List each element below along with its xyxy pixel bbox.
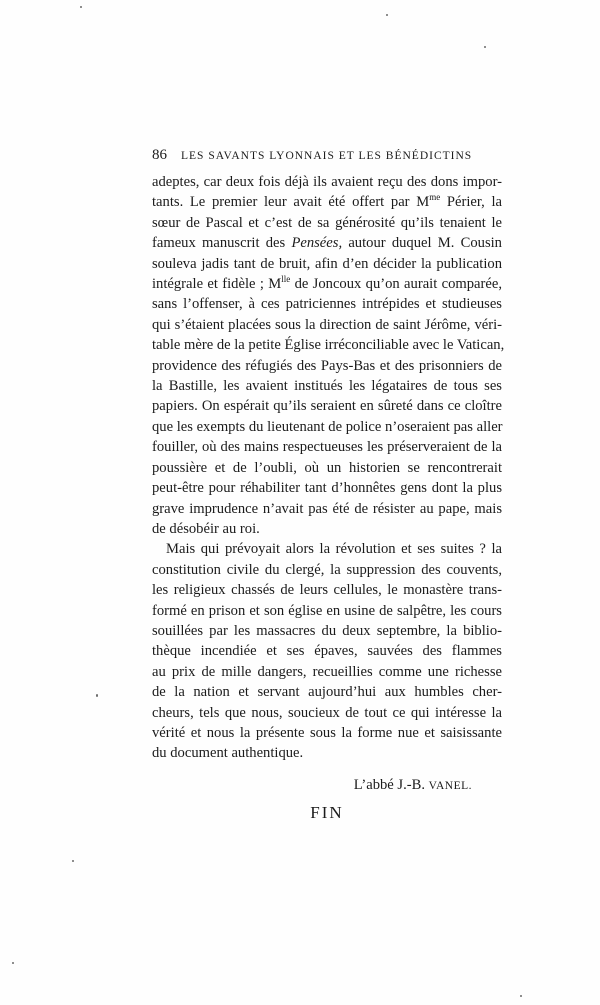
- text-line: tants. Le premier leur avait été offert par $M^{me}$ Périer, la: [152, 192, 502, 211]
- paper-speck: [72, 860, 74, 862]
- text-line: sans l’offenser, à ces patriciennes intrépides et studieuses: [152, 296, 502, 313]
- text-line: table mère de la petite Église irréconciliable avec le Vatican,: [152, 337, 505, 354]
- end-mark: FIN: [310, 803, 344, 822]
- text-line: thèque incendiée et ses épaves, sauvées des flammes: [152, 643, 502, 660]
- text-line: constitution civile du clergé, la suppression des couvents,: [152, 561, 502, 578]
- paper-speck: [386, 14, 388, 16]
- text-line: poussière et de l’oubli, où un historien se rencontrerait: [152, 459, 502, 476]
- text-line: fouiller, où des mains respectueuses les préserveraient de la: [152, 439, 502, 456]
- signature-prefix: L’abbé J.-B.: [353, 777, 429, 793]
- paragraph-2: [152, 539, 502, 763]
- text-line: peut-être pour réhabiliter tant d’honnêtes gens dont la plus: [152, 480, 502, 497]
- text-line: vérité et nous la présente sous la forme nue et saisissante: [152, 724, 502, 741]
- paragraph-1: [152, 172, 505, 539]
- text-line: formé en prison et son église en usine de salpêtre, les cours: [152, 602, 502, 619]
- paper-speck: [96, 694, 98, 697]
- text-line: de la nation et servant aujourd’hui aux humbles cher-: [152, 684, 502, 701]
- text-line: sœur de Pascal et c’est de sa générosité qu’ils tenaient le: [152, 214, 502, 231]
- running-head: [152, 147, 502, 164]
- text-line: au prix de mille dangers, recueillies comme une richesse: [152, 663, 502, 680]
- text-line: que les exempts du lieutenant de police n’oseraient pas aller: [152, 418, 503, 435]
- paper-speck: [484, 46, 486, 48]
- text-line: souleva jadis tant de bruit, afin d’en décider la publication: [152, 255, 502, 272]
- author-signature: [152, 777, 502, 794]
- text-line: grave imprudence n’avait pas été de résister au pape, mais: [152, 500, 502, 517]
- text-line: providence des réfugiés des Pays-Bas et des prisonniers de: [152, 357, 502, 374]
- body-text: [152, 172, 505, 764]
- text-line: fameux manuscrit des Pensées, autour duquel M. Cousin: [152, 235, 502, 252]
- text-line: qui s’étaient placées sous la direction de saint Jérôme, véri-: [152, 316, 502, 333]
- text-line: du document authentique.: [152, 745, 304, 762]
- paper-speck: [520, 995, 522, 997]
- text-line: souillées par les massacres du deux septembre, la biblio-: [152, 622, 502, 639]
- text-line: cheurs, tels que nous, soucieux de tout ce qui intéresse la: [152, 704, 502, 721]
- text-line: les religieux chassés de leurs cellules, le monastère trans-: [152, 582, 502, 599]
- text-line: la Bastille, les avaient institués les légataires de tous ses: [152, 378, 502, 395]
- text-line: papiers. On espérait qu’ils seraient en sûreté dans ce cloître: [152, 398, 502, 415]
- running-title: LES SAVANTS LYONNAIS ET LES BÉNÉDICTINS: [181, 150, 473, 162]
- paper-speck: [80, 6, 82, 8]
- text-line: adeptes, car deux fois déjà ils avaient reçu des dons impor-: [152, 174, 502, 190]
- text-line: intégrale et fidèle ; $M^{lle}$ de Joncoux qu’on aurait comparée,: [152, 274, 502, 293]
- paper-speck: [12, 962, 14, 964]
- text-line: de désobéir au roi.: [152, 520, 260, 537]
- signature-surname: VANEL.: [428, 780, 472, 792]
- page-number: 86: [152, 147, 167, 163]
- text-line: Mais qui prévoyait alors la révolution et ses suites ? la: [166, 541, 502, 558]
